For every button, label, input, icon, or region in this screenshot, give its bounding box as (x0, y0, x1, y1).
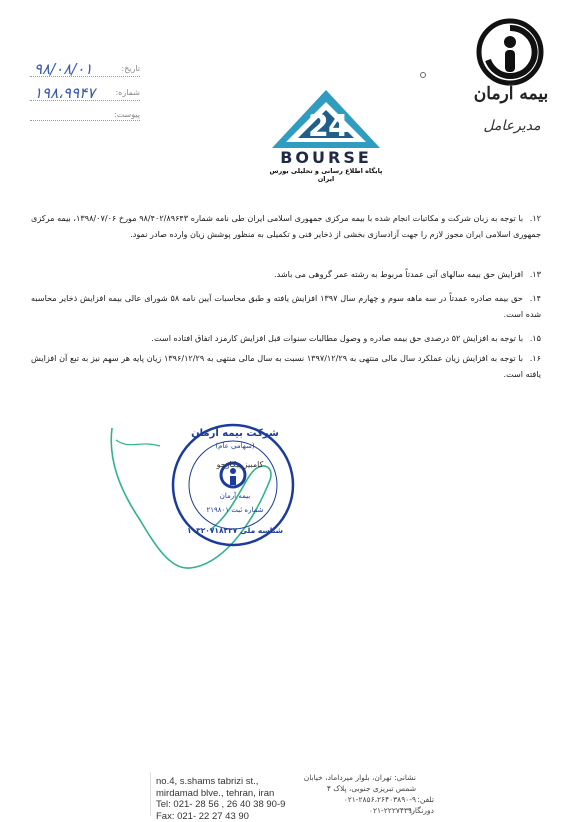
footer-divider (150, 772, 151, 816)
paragraph-number: ۱۴. (530, 293, 541, 303)
footer-fa-line-4: ۰۲۱-۲۲۲۷۴۳۹۰ (296, 805, 416, 816)
svg-text:2: 2 (308, 109, 329, 144)
stamp-type: (سهامی عام) (200, 442, 270, 450)
date-label: تاریخ: (121, 64, 140, 73)
attachment-line (30, 120, 140, 121)
paragraph-text: با توجه به افزایش ۵۲ درصدی حق بیمه صادره و وصول مطالبات سنوات قبل افزایش کارمزد اتفاق افتاده است. (151, 333, 523, 343)
paragraph-number: ۱۵. (530, 333, 541, 343)
footer-fax-label: دورنگار: (392, 805, 434, 816)
paragraph-text: افزایش حق بیمه سالهای آتی عمدتاً مربوط به رشته عمر گروهی می باشد. (274, 269, 523, 279)
footer-fa-line-1: نشانی: تهران، بلوار میرداماد، خیابان (296, 772, 416, 783)
paragraph-number: ۱۲. (530, 213, 541, 223)
footer-address-en (156, 776, 285, 822)
signature-title: مدیرعامل (480, 118, 544, 134)
paragraph-text: حق بیمه صادره عمدتاً در سه ماهه سوم و چهارم سال ۱۳۹۷ افزایش یافته و طبق محاسبات آیین نامه ۵۸ شورای عالی بیمه افزایش ذخایر محاسبه شده است. (31, 293, 541, 319)
number-value: ۱۹۸،۹۹۴۷ (34, 84, 95, 102)
bourse-wordmark: BOURSE (270, 148, 382, 167)
bourse-subtitle: پایگاه اطلاع رسانی و تحلیلی بورس ایران (262, 167, 390, 183)
company-logo-icon (476, 18, 544, 86)
paragraph-12 (31, 210, 541, 242)
stamp-national-id: شناسه ملی ۱۰۳۲۰۷۱۸۲۲۷ (180, 526, 290, 535)
footer-tel-label: تلفن: (392, 794, 434, 805)
paragraph-number: ۱۶. (530, 353, 541, 363)
attachment-field (30, 106, 140, 120)
footer-en-line-1: no.4, s.shams tabrizi st., (156, 776, 285, 788)
dot-mark (420, 72, 426, 78)
number-label: شماره: (115, 88, 140, 97)
date-value: ۹۸/۰۸/۰۱ (34, 60, 92, 78)
company-name: بیمه آرمان (472, 84, 550, 104)
paragraph-text: با توجه به زبان شرکت و مکاتبات انجام شده با بیمه مرکزی جمهوری اسلامی ایران طی نامه شماره ۹۸/۴۰۲/۸۹۶۴۳ مورخ ۱۳۹۸/۰۷/۰۶، بیمه مرکزی جمهوری اسلامی ایران مجوز لازم را جهت آزادسازی بخشی از ذخایر فنی و تکمیلی به منظور پوشش زیان وارده صادر نمود. (31, 213, 541, 239)
footer-fa-line-2: شمس تبریزی جنوبی، پلاک ۴ (296, 783, 416, 794)
stamp-logo-text: بیمه آرمان (205, 492, 265, 500)
paragraph-number: ۱۳. (530, 269, 541, 279)
stamp-company: شرکت بیمه آرمان (190, 428, 280, 439)
footer-labels (392, 794, 434, 816)
attachment-label: پیوست: (114, 110, 140, 119)
stamp-registration: شماره ثبت ۲۱۹۸۰۱ (190, 506, 280, 514)
footer-en-line-2: mirdamad blve., tehran, iran (156, 788, 285, 800)
date-field (30, 60, 140, 76)
svg-text:4: 4 (328, 109, 349, 144)
footer-fa-line-3: ۰۲۱-۲۸۵۶،۲۶۴۰۳۸۹۰-۹ (296, 794, 416, 805)
signer-name: کامبیز پیکارجو (200, 460, 280, 469)
paragraph-13 (31, 266, 541, 282)
footer-en-line-3: Tel: 021- 28 56 , 26 40 38 90-9 (156, 799, 285, 811)
paragraph-14 (31, 290, 541, 322)
number-line (30, 100, 140, 101)
paragraph-text: با توجه به افزایش زیان عملکرد سال مالی منتهی به ۱۳۹۷/۱۲/۲۹ نسبت به سال مالی منتهی به ۱۳۹۶/۱۲/۲۹ زیان پایه هر سهم نیز به تبع آن افزایش یافته است. (31, 353, 541, 379)
paragraph-16 (31, 350, 541, 382)
date-line (30, 76, 140, 77)
paragraph-15 (31, 330, 541, 346)
number-field (30, 84, 140, 100)
footer-en-line-4: Fax: 021- 22 27 43 90 (156, 811, 285, 822)
